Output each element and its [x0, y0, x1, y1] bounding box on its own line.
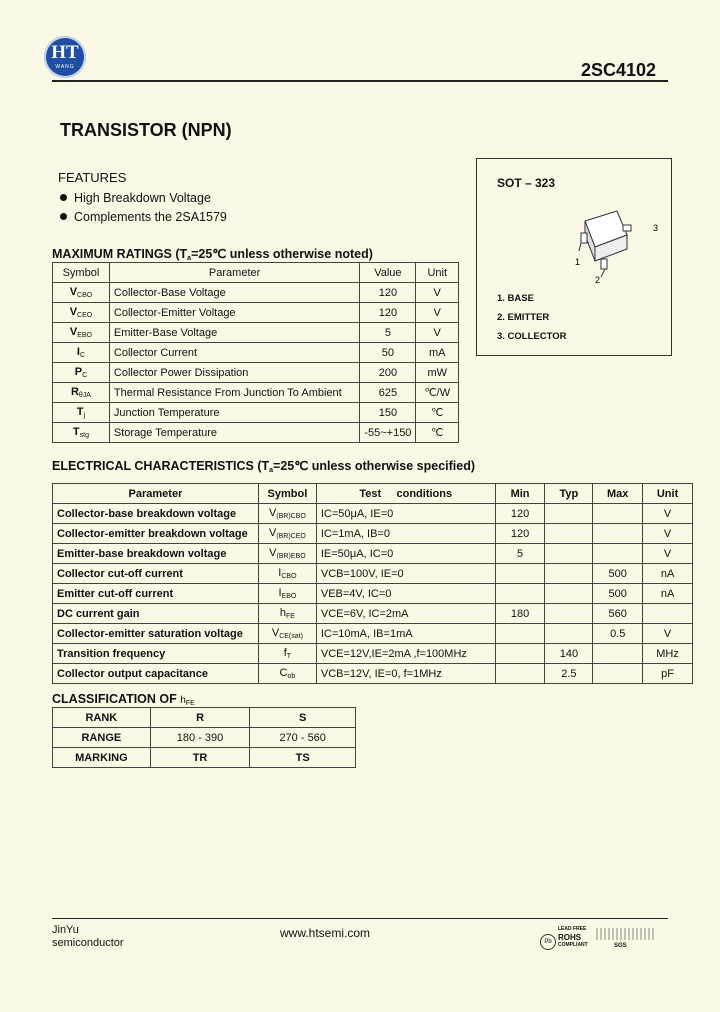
table-row: $V_{EBO}$ Emitter-Base Voltage 5 V — [53, 323, 459, 343]
classification-table — [52, 707, 356, 768]
classification-heading: CLASSIFICATION OF $h_{FE}$ — [52, 692, 195, 707]
table-row: RANGE 180 - 390 270 - 560 — [53, 728, 356, 748]
table-row: $T_{stg}$ Storage Temperature -55~+150 ℃ — [53, 423, 459, 443]
table-header-row: Symbol Parameter Value Unit — [53, 263, 459, 283]
pin-list — [497, 289, 567, 346]
table-row: $V_{CBO}$ Collector-Base Voltage 120 V — [53, 283, 459, 303]
table-row: Collector cut-off current $I_{CBO}$ VCB=100V, IE=0 500 nA — [53, 564, 693, 584]
table-row: $I_C$ Collector Current 50 mA — [53, 343, 459, 363]
feature-list — [60, 189, 227, 227]
feature-item: Complements the 2SA1579 — [60, 208, 227, 227]
pb-free-icon: Pb — [540, 934, 556, 950]
footer-rule — [52, 918, 668, 919]
part-number: 2SC4102 — [580, 60, 656, 80]
company-logo — [44, 36, 86, 78]
bullet-icon — [60, 213, 67, 220]
table-row: Collector-emitter breakdown voltage $V_{(BR)CEO}$ IC=1mA, IB=0 120 V — [53, 524, 693, 544]
pin-label: 3 — [653, 223, 659, 233]
bullet-icon — [60, 194, 67, 201]
footer-company: JinYu semiconductor — [52, 924, 124, 949]
max-ratings-heading: MAXIMUM RATINGS ($T_a=25℃$ unless otherwise noted) — [52, 247, 373, 262]
electrical-table — [52, 483, 693, 684]
table-header-row: Parameter Symbol Test conditions Min Typ Max Unit — [53, 484, 693, 504]
table-row: Collector-emitter saturation voltage $V_{CE(sat)}$ IC=10mA, IB=1mA 0.5 V — [53, 624, 693, 644]
compliance-badges: Pb LEAD FREE ROHS COMPLIANT SGS — [540, 926, 660, 956]
table-row: $P_C$ Collector Power Dissipation 200 mW — [53, 363, 459, 383]
feature-item: High Breakdown Voltage — [60, 189, 227, 208]
sgs-badge — [596, 928, 656, 940]
table-row: RANK R S — [53, 708, 356, 728]
logo-text: HT — [51, 42, 79, 63]
table-row: $T_j$ Junction Temperature 150 ℃ — [53, 403, 459, 423]
pin-label: 1 — [575, 257, 581, 267]
package-box — [476, 158, 672, 356]
table-row: $V_{CEO}$ Collector-Emitter Voltage 120 V — [53, 303, 459, 323]
electrical-heading: ELECTRICAL CHARACTERISTICS ($T_a=25℃$ unless otherwise specified) — [52, 459, 476, 474]
sot323-package-drawing — [477, 195, 671, 285]
table-row: Collector-base breakdown voltage $V_{(BR)CBO}$ IC=50μA, IE=0 120 V — [53, 504, 693, 524]
table-row: DC current gain $h_{FE}$ VCE=6V, IC=2mA 180 560 — [53, 604, 693, 624]
pin-label: 2 — [595, 275, 601, 285]
pin-item: 3. COLLECTOR — [497, 331, 567, 342]
logo-subtext: WANG — [55, 64, 75, 70]
pin-item: 2. EMITTER — [497, 312, 550, 323]
package-name: SOT – 323 — [497, 176, 556, 190]
table-row: MARKING TR TS — [53, 748, 356, 768]
pin-item: 1. BASE — [497, 293, 534, 304]
header-rule — [52, 80, 668, 82]
table-row: Emitter cut-off current $I_{EBO}$ VEB=4V, IC=0 500 nA — [53, 584, 693, 604]
page-title: TRANSISTOR (NPN) — [60, 120, 232, 140]
table-row: $R_{\theta JA}$ Thermal Resistance From Junction To Ambient 625 ℃/W — [53, 383, 459, 403]
max-ratings-table — [52, 262, 459, 443]
features-heading: FEATURES — [58, 170, 127, 185]
table-row: Collector output capacitance $C_{ob}$ VCB=12V, IE=0, f=1MHz 2.5 pF — [53, 664, 693, 684]
table-row: Transition frequency $f_T$ VCE=12V,IE=2mA ,f=100MHz 140 MHz — [53, 644, 693, 664]
footer-url: www.htsemi.com — [280, 926, 371, 940]
table-row: Emitter-base breakdown voltage $V_{(BR)EBO}$ IE=50μA, IC=0 5 V — [53, 544, 693, 564]
